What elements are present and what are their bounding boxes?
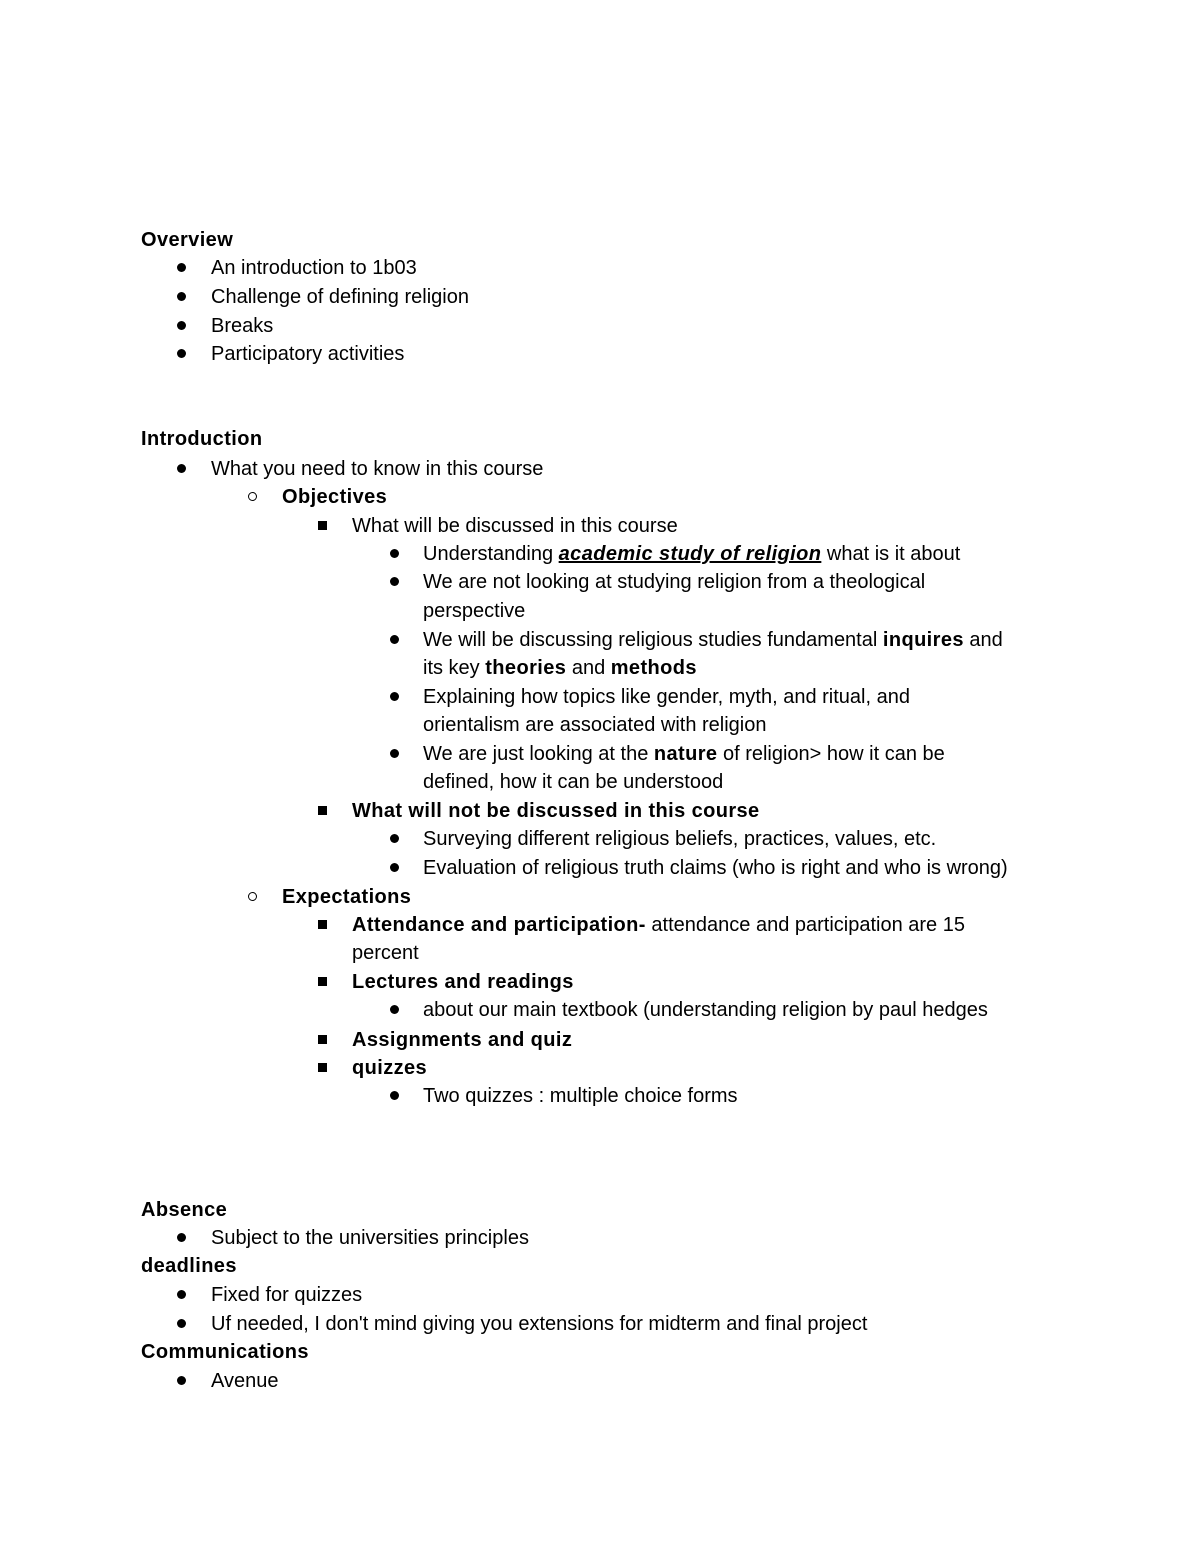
square-bullet-icon [318,1035,327,1044]
list-item: Subject to the universities principles [211,1227,529,1249]
bullet-icon [177,263,186,272]
section-heading: Introduction [141,428,263,450]
list-item: about our main textbook (understanding religion by paul hedges [423,999,988,1021]
bullet-icon [390,635,399,644]
bullet-icon [390,577,399,586]
bullet-icon [390,1091,399,1100]
text: attendance and participation are 15 [645,914,965,936]
bold-text: theories [485,657,567,679]
bullet-icon [390,863,399,872]
hollow-bullet-icon [248,892,257,901]
square-bullet-icon [318,1063,327,1072]
list-item-continuation: defined, how it can be understood [423,771,724,793]
text: We are just looking at the [423,743,654,765]
bullet-icon [177,464,186,473]
list-item: Assignments and quiz [352,1029,573,1051]
list-item: We are not looking at studying religion from a theological [423,571,926,593]
bullet-icon [390,692,399,701]
bold-text: Attendance and participation- [352,914,646,936]
list-item: Explaining how topics like gender, myth, and ritual, and [423,686,910,708]
square-bullet-icon [318,920,327,929]
list-item-continuation: percent [352,942,419,964]
text: We will be discussing religious studies fundamental [423,629,883,651]
text: Understanding [423,543,559,565]
emphasis-text: academic study of religion [558,543,822,565]
section-heading: deadlines [141,1255,237,1277]
bold-text: nature [653,743,718,765]
bold-text: inquires [882,629,964,651]
list-item: Avenue [211,1370,279,1392]
list-item: quizzes [352,1057,428,1079]
hollow-bullet-icon [248,492,257,501]
list-item: Breaks [211,315,274,337]
text: of religion> how it can be [717,743,945,765]
list-item: What will not be discussed in this course [352,800,760,822]
list-item [352,913,965,937]
bullet-icon [390,749,399,758]
list-item: Uf needed, I don't mind giving you extensions for midterm and final project [211,1313,868,1335]
bullet-icon [390,1005,399,1014]
list-item: Participatory activities [211,343,405,365]
subheading: Objectives [282,486,388,508]
subheading: Expectations [282,886,412,908]
bullet-icon [177,1319,186,1328]
bullet-icon [177,349,186,358]
list-item: Lectures and readings [352,971,574,993]
list-item: An introduction to 1b03 [211,257,417,279]
list-item-continuation [423,656,697,680]
list-item: Evaluation of religious truth claims (who is right and who is wrong) [423,857,1008,879]
bullet-icon [177,1376,186,1385]
list-item-continuation: perspective [423,600,526,622]
text: what is it about [821,543,961,565]
text: its key [423,657,486,679]
section-heading: Communications [141,1341,309,1363]
bold-text: methods [610,657,697,679]
section-heading: Overview [141,229,234,251]
list-item: Two quizzes : multiple choice forms [423,1085,738,1107]
list-item: Fixed for quizzes [211,1284,363,1306]
square-bullet-icon [318,977,327,986]
list-item [423,542,960,566]
bullet-icon [177,1290,186,1299]
section-heading: Absence [141,1199,228,1221]
text: and [963,629,1003,651]
bullet-icon [177,292,186,301]
square-bullet-icon [318,806,327,815]
list-item: What will be discussed in this course [352,515,678,537]
list-item-continuation: orientalism are associated with religion [423,714,767,736]
list-item: What you need to know in this course [211,458,544,480]
text: and [566,657,611,679]
bullet-icon [390,549,399,558]
list-item [423,628,1003,652]
list-item: Challenge of defining religion [211,286,469,308]
list-item: Surveying different religious beliefs, practices, values, etc. [423,828,937,850]
bullet-icon [390,834,399,843]
square-bullet-icon [318,521,327,530]
bullet-icon [177,321,186,330]
bullet-icon [177,1233,186,1242]
list-item [423,742,945,766]
